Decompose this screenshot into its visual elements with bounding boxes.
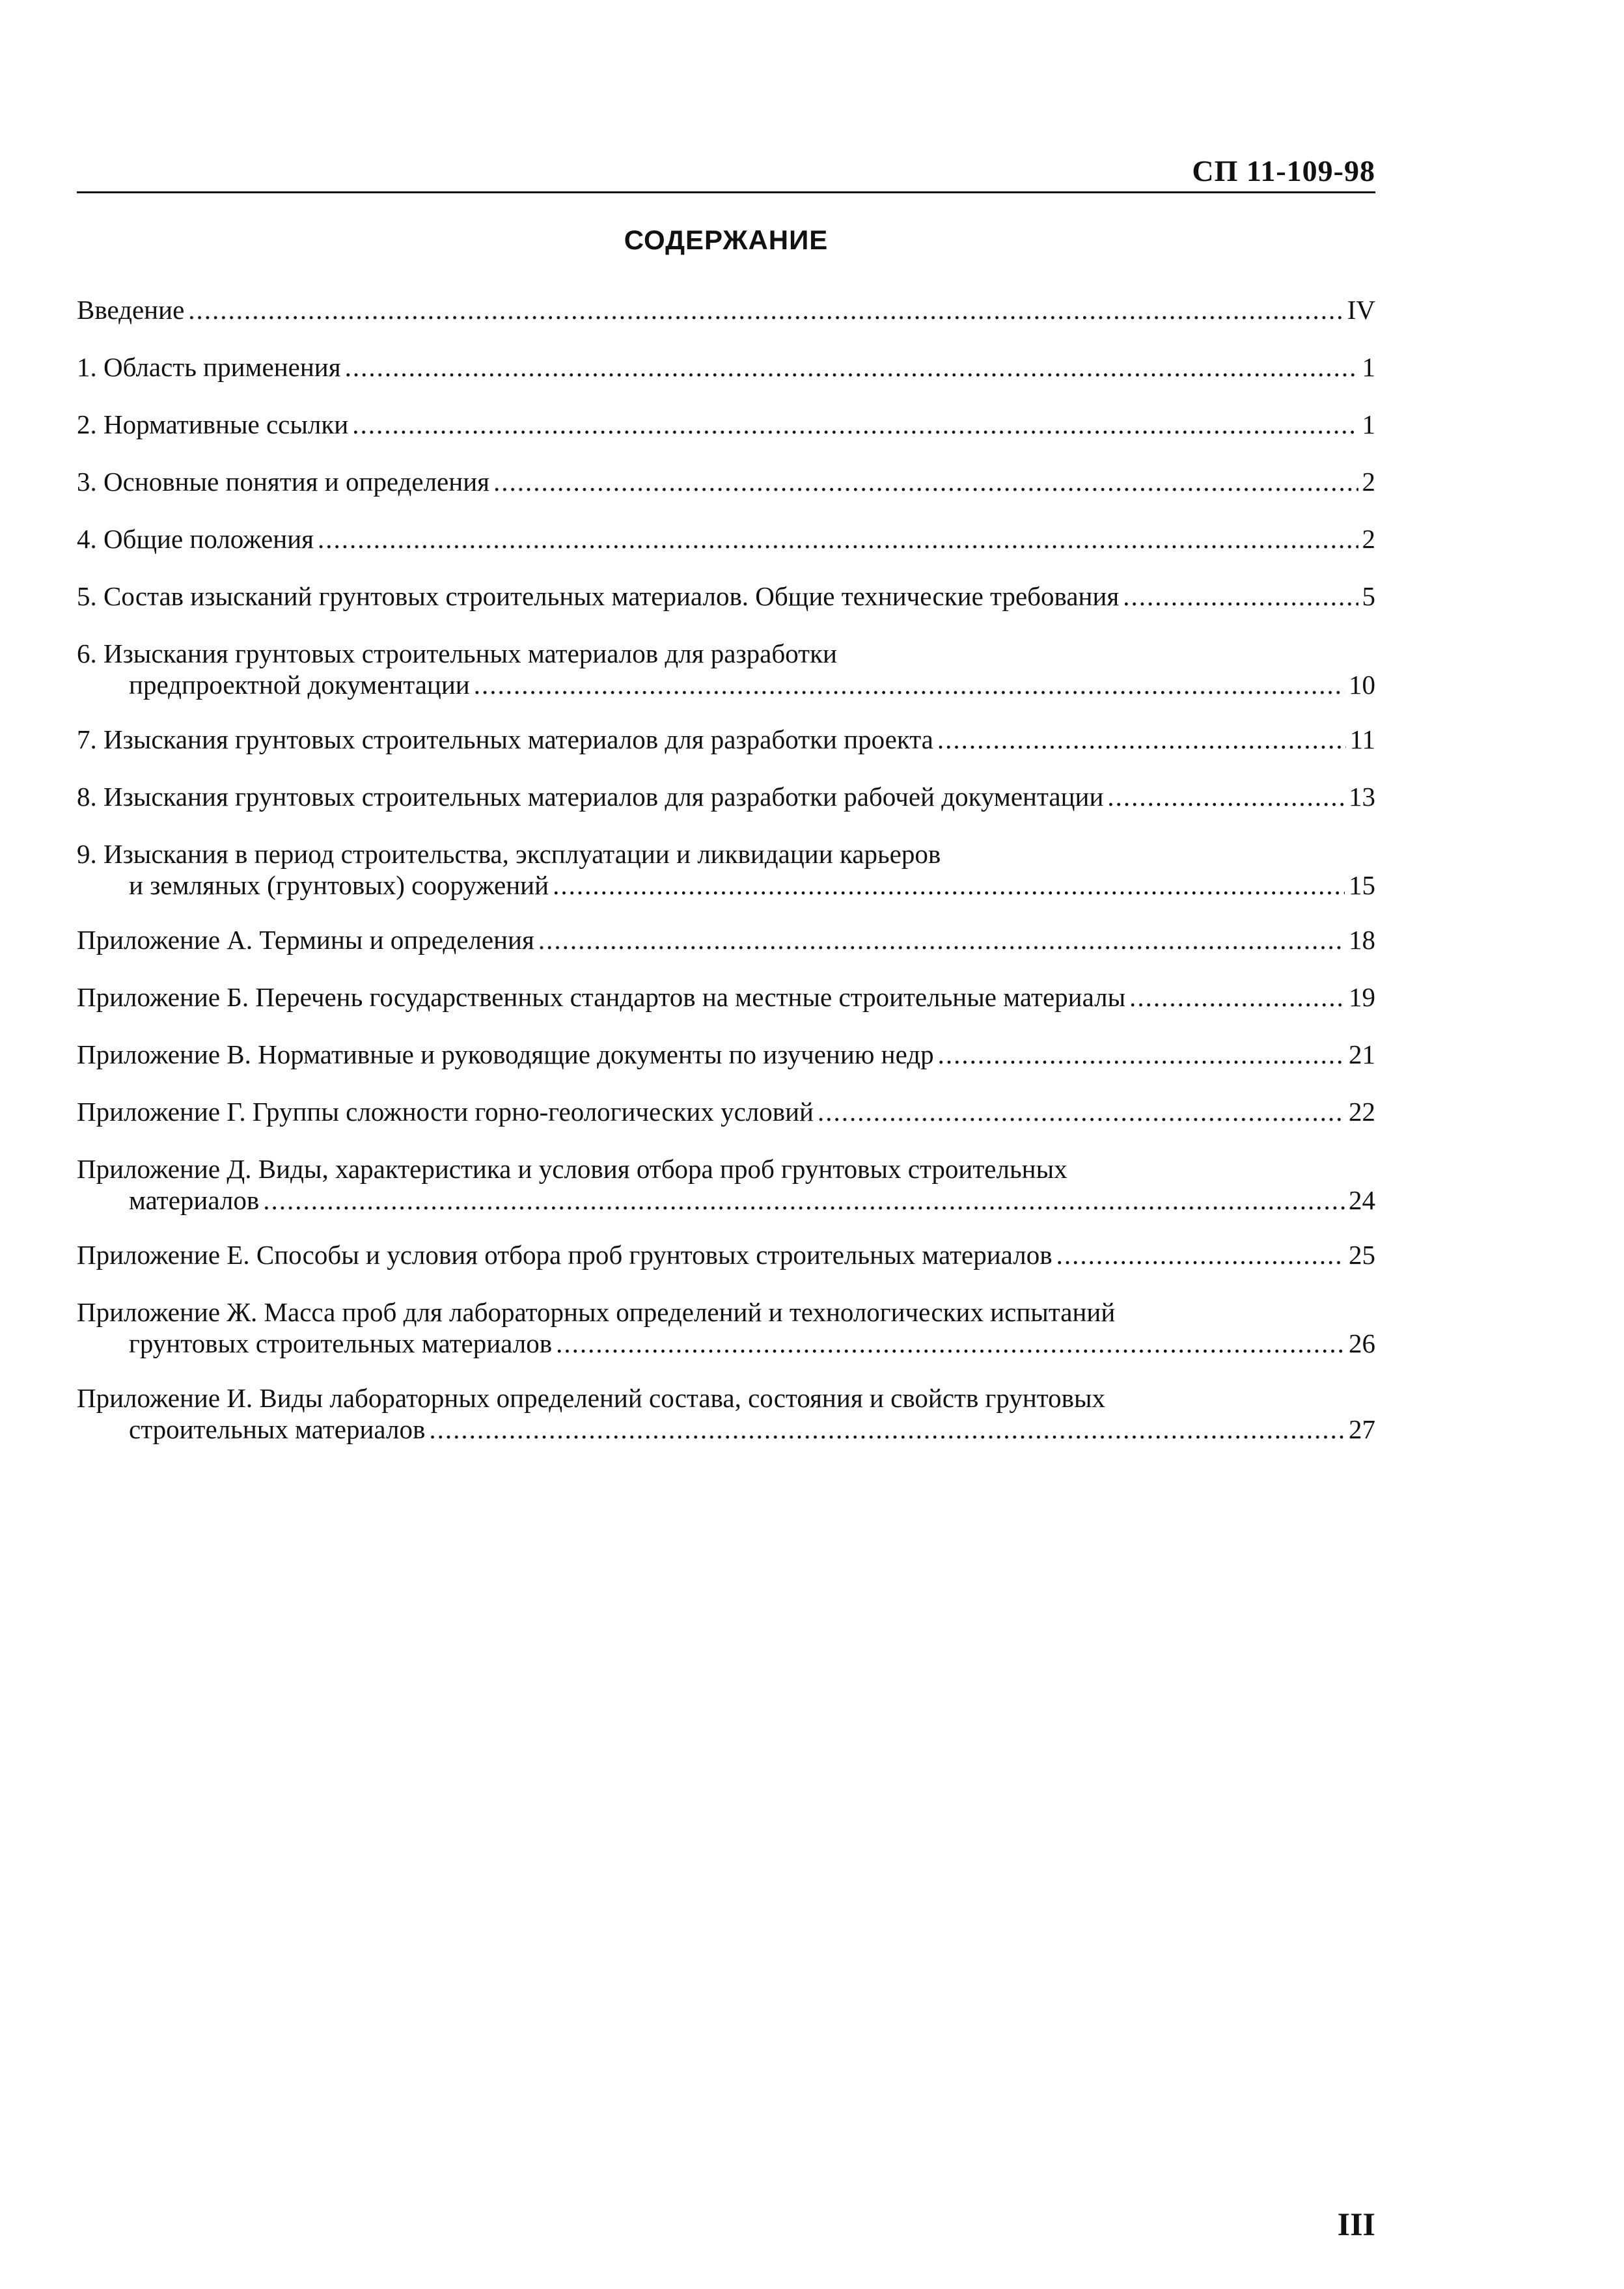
toc-entry[interactable]	[77, 1096, 1375, 1127]
toc-entry[interactable]	[77, 523, 1375, 555]
toc-entry-text: Приложение Г. Группы сложности горно-геологических условий	[77, 1097, 814, 1127]
dot-leader	[429, 1414, 1345, 1445]
dot-leader	[318, 523, 1358, 555]
toc-entry[interactable]	[77, 1153, 1375, 1216]
toc-entry[interactable]	[77, 781, 1375, 812]
toc-title: СОДЕРЖАНИЕ	[624, 225, 829, 255]
toc-entry[interactable]	[77, 1239, 1375, 1270]
toc-entry[interactable]	[77, 581, 1375, 612]
toc-page-number: 5	[1362, 581, 1375, 611]
toc-page-number: 10	[1349, 670, 1375, 700]
toc-page-number: 18	[1349, 925, 1375, 955]
toc-page-number: 21	[1349, 1039, 1375, 1069]
toc-page-number: IV	[1347, 295, 1375, 325]
toc-entry-text: Приложение Д. Виды, характеристика и условия отбора проб грунтовых строительных	[77, 1154, 1067, 1184]
toc-entry-text: Приложение А. Термины и определения	[77, 925, 534, 955]
toc-page-number: 1	[1362, 409, 1375, 439]
dot-leader	[1107, 781, 1345, 812]
toc-entry-text: строительных материалов	[129, 1414, 426, 1444]
dot-leader	[937, 724, 1346, 755]
dot-leader	[345, 351, 1358, 383]
dot-leader	[1056, 1239, 1345, 1270]
toc-entry-text: 5. Состав изысканий грунтовых строительных материалов. Общие технические требования	[77, 581, 1120, 611]
dot-leader	[538, 924, 1345, 955]
toc-page-number: 11	[1349, 724, 1375, 754]
toc-entry-text: материалов	[129, 1185, 260, 1215]
toc-page-number: 26	[1349, 1328, 1375, 1358]
toc-page-number: 15	[1349, 870, 1375, 900]
toc-entry-text: предпроектной документации	[129, 670, 470, 700]
toc-entry[interactable]	[77, 294, 1375, 325]
toc-entry-text: 2. Нормативные ссылки	[77, 409, 349, 439]
toc-entry[interactable]	[77, 1039, 1375, 1070]
dot-leader	[1123, 581, 1358, 612]
toc-entry-text: Приложение Е. Способы и условия отбора проб грунтовых строительных материалов	[77, 1240, 1053, 1270]
toc-entry[interactable]	[77, 1296, 1375, 1359]
toc-page-number: 27	[1349, 1414, 1375, 1444]
toc-entry-text: Введение	[77, 295, 185, 325]
toc-entry-text: Приложение Ж. Масса проб для лабораторных определений и технологических испытаний	[77, 1297, 1116, 1327]
toc-entry-text: 8. Изыскания грунтовых строительных материалов для разработки рабочей документации	[77, 782, 1104, 812]
dot-leader	[188, 294, 1343, 325]
toc-entry-text: грунтовых строительных материалов	[129, 1328, 553, 1358]
toc-entry[interactable]	[77, 724, 1375, 755]
toc-page-number: 19	[1349, 982, 1375, 1012]
toc-entry-text: 3. Основные понятия и определения	[77, 467, 489, 497]
dot-leader	[493, 466, 1358, 497]
toc-page-number: 22	[1349, 1097, 1375, 1127]
toc-entry[interactable]	[77, 924, 1375, 955]
toc-entry[interactable]	[77, 466, 1375, 497]
toc-entry-text: 4. Общие положения	[77, 524, 314, 554]
toc-entry-text: 7. Изыскания грунтовых строительных материалов для разработки проекта	[77, 724, 933, 754]
toc-entry-text: 6. Изыскания грунтовых строительных материалов для разработки	[77, 638, 837, 668]
toc-entry[interactable]	[77, 409, 1375, 440]
toc-page-number: 2	[1362, 467, 1375, 497]
dot-leader	[556, 1328, 1345, 1359]
page-number: III	[1337, 2206, 1375, 2242]
dot-leader	[818, 1096, 1345, 1127]
toc-entry-text: 9. Изыскания в период строительства, эксплуатации и ликвидации карьеров	[77, 839, 941, 869]
dot-leader	[474, 669, 1345, 700]
toc-page-number: 13	[1349, 782, 1375, 812]
document-code: СП 11-109-98	[1192, 154, 1375, 187]
dot-leader	[938, 1039, 1345, 1070]
toc-entry-text: Приложение И. Виды лабораторных определений состава, состояния и свойств грунтовых	[77, 1383, 1106, 1413]
toc-entry-text: Приложение В. Нормативные и руководящие документы по изучению недр	[77, 1039, 934, 1069]
toc-page-number: 24	[1349, 1185, 1375, 1215]
dot-leader	[263, 1185, 1345, 1216]
toc-entry[interactable]	[77, 838, 1375, 901]
toc-page-number: 2	[1362, 524, 1375, 554]
toc-entry-text: Приложение Б. Перечень государственных стандартов на местные строительные материалы	[77, 982, 1126, 1012]
toc-entry-text: 1. Область применения	[77, 352, 341, 382]
toc-entry[interactable]	[77, 638, 1375, 700]
dot-leader	[1129, 981, 1345, 1013]
toc-entry[interactable]	[77, 1382, 1375, 1445]
dot-leader	[352, 409, 1358, 440]
toc-entry[interactable]	[77, 351, 1375, 383]
header-rule	[77, 191, 1375, 193]
dot-leader	[553, 870, 1345, 901]
toc-page-number: 1	[1362, 352, 1375, 382]
toc-entry[interactable]	[77, 981, 1375, 1013]
toc-entry-text: и земляных (грунтовых) сооружений	[129, 870, 549, 900]
toc-page-number: 25	[1349, 1240, 1375, 1270]
